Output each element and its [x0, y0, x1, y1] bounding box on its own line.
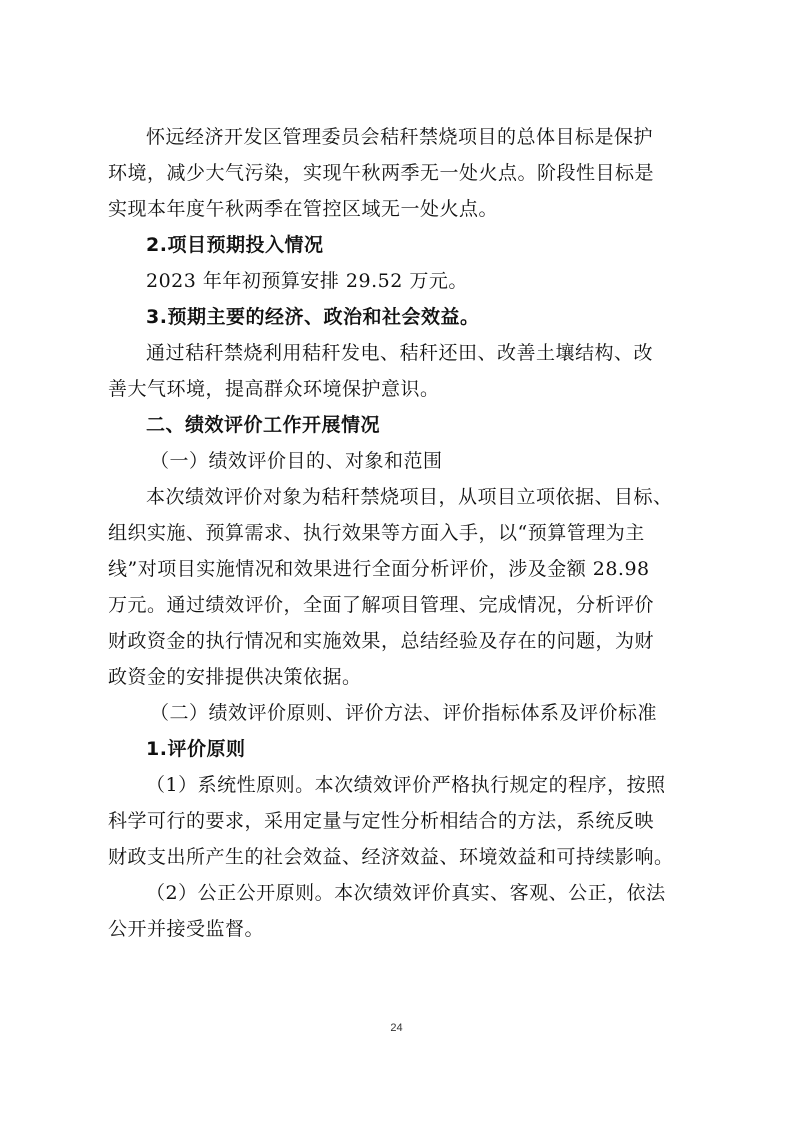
- paragraph-principle2-line2: 公开并接受监督。: [108, 918, 265, 940]
- paragraph-goal-line3: 实现本年度午秋两季在管控区域无一处火点。: [108, 198, 499, 220]
- paragraph-benefits-line2: 善大气环境，提高群众环境保护意识。: [108, 378, 440, 400]
- paragraph-goal-line2: 环境，减少大气污染，实现午秋两季无一处火点。阶段性目标是: [108, 162, 655, 184]
- paragraph-object-line6: 政资金的安排提供决策依据。: [108, 666, 362, 688]
- heading-section-2: 二、绩效评价工作开展情况: [146, 414, 381, 436]
- paragraph-object-line2: 组织实施、预算需求、执行效果等方面入手，以“预算管理为主: [108, 522, 645, 544]
- paragraph-benefits-line1: 通过秸秆禁烧利用秸秆发电、秸秆还田、改善土壤结构、改: [146, 342, 654, 364]
- paragraph-object-line1: 本次绩效评价对象为秸秆禁烧项目，从项目立项依据、目标、: [146, 486, 673, 508]
- subheading-principles: （二）绩效评价原则、评价方法、评价指标体系及评价标准: [150, 702, 658, 724]
- paragraph-object-line3: 线”对项目实施情况和效果进行全面分析评价，涉及金额 28.98: [108, 558, 650, 580]
- heading-evaluation-principles: 1.评价原则: [146, 738, 246, 760]
- paragraph-goal-line1: 怀远经济开发区管理委员会秸秆禁烧项目的总体目标是保护: [146, 126, 654, 148]
- paragraph-principle1-line3: 财政支出所产生的社会效益、经济效益、环境效益和可持续影响。: [108, 846, 674, 868]
- heading-expected-input: 2.项目预期投入情况: [146, 234, 324, 256]
- paragraph-principle1-line2: 科学可行的要求，采用定量与定性分析相结合的方法，系统反映: [108, 810, 655, 832]
- subheading-purpose: （一）绩效评价目的、对象和范围: [150, 450, 443, 472]
- paragraph-object-line5: 财政资金的执行情况和实施效果，总结经验及存在的问题，为财: [108, 630, 655, 652]
- page-number: 24: [390, 1022, 403, 1034]
- paragraph-principle2-line1: （2）公正公开原则。本次绩效评价真实、客观、公正，依法: [146, 882, 666, 904]
- heading-expected-benefits: 3.预期主要的经济、政治和社会效益。: [146, 306, 480, 328]
- paragraph-budget: 2023 年年初预算安排 29.52 万元。: [146, 270, 468, 292]
- paragraph-principle1-line1: （1）系统性原则。本次绩效评价严格执行规定的程序，按照: [146, 774, 666, 796]
- paragraph-object-line4: 万元。通过绩效评价，全面了解项目管理、完成情况，分析评价: [108, 594, 655, 616]
